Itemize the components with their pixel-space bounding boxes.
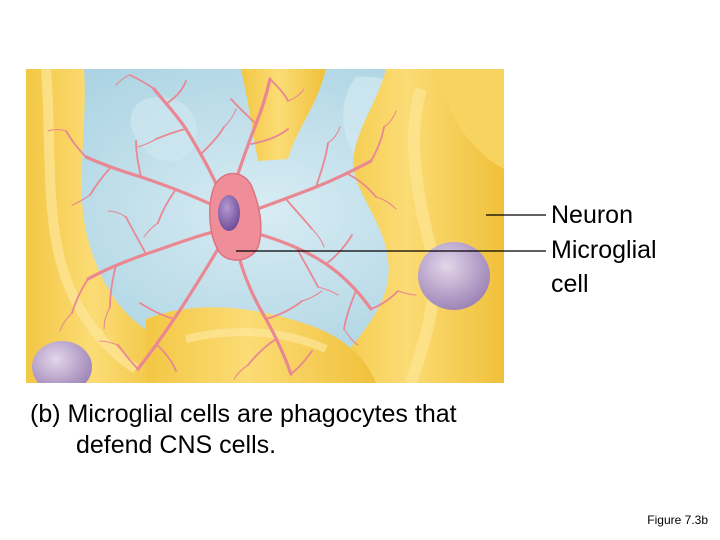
figure-caption: [30, 399, 670, 461]
microglial-cell-label-line2: cell: [551, 270, 589, 298]
caption-line2: defend CNS cells.: [76, 431, 277, 459]
caption-prefix: (b): [30, 400, 68, 428]
neuron-label: Neuron: [551, 201, 633, 229]
microglial-cell-label-line1: Microglial: [551, 236, 657, 264]
microglia-nucleus: [218, 195, 240, 231]
microglia-illustration: [26, 69, 504, 383]
figure-number: Figure 7.3b: [647, 513, 708, 527]
neuron-nucleus: [418, 242, 490, 310]
caption-line1: Microglial cells are phagocytes that: [67, 400, 457, 428]
